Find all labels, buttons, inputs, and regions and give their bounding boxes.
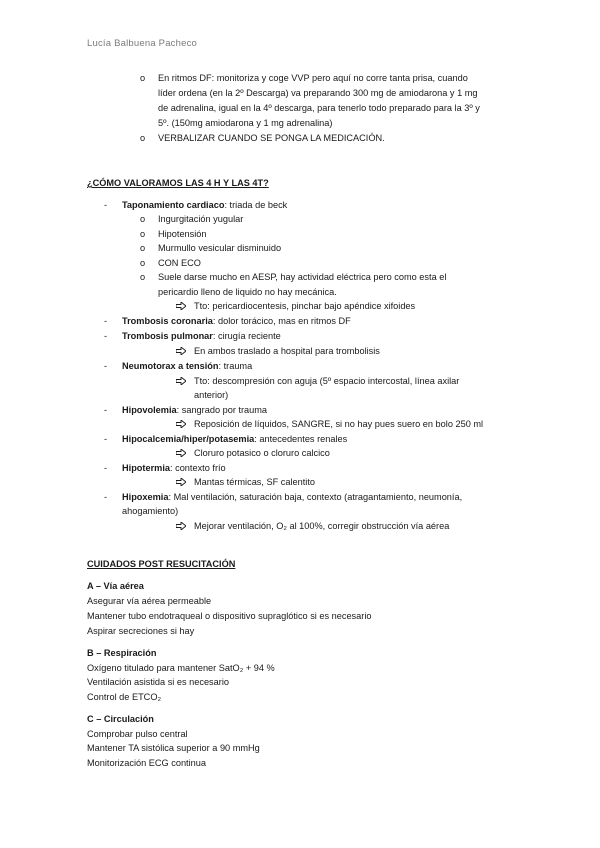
- arrow-text: Reposición de líquidos, SANGRE, si no hay pues suero en bolo 250 ml: [194, 419, 484, 429]
- page-header-author: Lucía Balbuena Pacheco: [87, 38, 198, 49]
- dash-bullet: -: [104, 361, 108, 371]
- care-line: Asegurar vía aérea permeable: [87, 596, 212, 606]
- item-trombosis-pulmonar: Trombosis pulmonar: cirugía reciente: [122, 331, 281, 341]
- arrow-icon: [176, 519, 186, 530]
- dash-bullet: -: [104, 200, 108, 210]
- bullet-o: o: [140, 243, 146, 253]
- arrow-icon: [176, 475, 186, 486]
- care-line: Oxígeno titulado para mantener SatO₂ + 94 %: [87, 663, 275, 673]
- sub-item: CON ECO: [158, 258, 201, 268]
- arrow-text: anterior): [194, 390, 229, 400]
- care-line: Comprobar pulso central: [87, 729, 188, 739]
- item-hipocalcemia: Hipocalcemia/hiper/potasemia: antecedentes renales: [122, 434, 348, 444]
- item-hipoxemia-cont: ahogamiento): [122, 506, 179, 516]
- item-hipotermia: Hipotermia: contexto frío: [122, 463, 226, 473]
- section-title-post-resucitacion: CUIDADOS POST RESUCITACIÓN: [87, 559, 236, 569]
- arrow-icon: [176, 417, 186, 428]
- dash-bullet: -: [104, 405, 108, 415]
- bullet-o: o: [140, 229, 146, 239]
- care-line: Aspirar secreciones si hay: [87, 626, 195, 636]
- item-trombosis-coronaria: Trombosis coronaria: dolor torácico, mas en ritmos DF: [122, 316, 351, 326]
- intro-line: En ritmos DF: monitoriza y coge VVP pero aquí no corre tanta prisa, cuando: [158, 73, 468, 83]
- sub-item: Ingurgitación yugular: [158, 214, 244, 224]
- care-line: Monitorización ECG continua: [87, 758, 206, 768]
- arrow-icon: [176, 344, 186, 355]
- bullet-o: o: [140, 272, 146, 282]
- care-line: Control de ETCO₂: [87, 692, 162, 702]
- intro-line: líder ordena (en la 2º Descarga) va preparando 300 mg de amiodarona y 1 mg: [158, 88, 478, 98]
- dash-bullet: -: [104, 316, 108, 326]
- dash-bullet: -: [104, 434, 108, 444]
- dash-bullet: -: [104, 492, 108, 502]
- dash-bullet: -: [104, 331, 108, 341]
- arrow-icon: [176, 446, 186, 457]
- intro-line: de adrenalina, igual en la 4º descarga, para tenerlo todo preparado para la 3º y: [158, 103, 480, 113]
- care-line: Ventilación asistida si es necesario: [87, 677, 229, 687]
- care-line: Mantener tubo endotraqueal o dispositivo supraglótico si es necesario: [87, 611, 372, 621]
- item-hipoxemia: Hipoxemia: Mal ventilación, saturación baja, contexto (atragantamiento, neumonía,: [122, 492, 463, 502]
- arrow-text: Mantas térmicas, SF calentito: [194, 477, 316, 487]
- sub-item: Suele darse mucho en AESP, hay actividad eléctrica pero como esta el: [158, 272, 447, 282]
- arrow-icon: [176, 299, 186, 310]
- item-taponamiento: Taponamiento cardiaco: triada de beck: [122, 200, 288, 210]
- bullet-o: o: [140, 214, 146, 224]
- sub-item: Hipotensión: [158, 229, 207, 239]
- care-line: Mantener TA sistólica superior a 90 mmHg: [87, 743, 260, 753]
- section-title-4h4t: ¿CÓMO VALORAMOS LAS 4 H Y LAS 4T?: [87, 178, 269, 188]
- bullet-o: o: [140, 73, 146, 83]
- item-hipovolemia: Hipovolemia: sangrado por trauma: [122, 405, 268, 415]
- bullet-o: o: [140, 258, 146, 268]
- arrow-text: Cloruro potasico o cloruro calcico: [194, 448, 330, 458]
- sub-item: pericardio lleno de liquido no hay mecánica.: [158, 287, 337, 297]
- intro-line: 5º. (150mg amiodarona y 1 mg adrenalina): [158, 118, 333, 128]
- dash-bullet: -: [104, 463, 108, 473]
- arrow-text: En ambos traslado a hospital para trombolisis: [194, 346, 380, 356]
- bullet-o: o: [140, 133, 146, 143]
- arrow-text: Tto: descompresión con aguja (5º espacio intercostal, línea axilar: [194, 376, 460, 386]
- arrow-icon: [176, 374, 186, 385]
- arrow-text: Tto: pericardiocentesis, pinchar bajo apéndice xifoides: [194, 301, 416, 311]
- heading-b: B – Respiración: [87, 648, 157, 658]
- sub-item: Murmullo vesicular disminuido: [158, 243, 282, 253]
- intro-line: VERBALIZAR CUANDO SE PONGA LA MEDICACIÓN.: [158, 133, 385, 143]
- arrow-text: Mejorar ventilación, O₂ al 100%, corregir obstrucción vía aérea: [194, 521, 450, 531]
- heading-a: A – Vía aérea: [87, 581, 144, 591]
- item-neumotorax: Neumotorax a tensión: trauma: [122, 361, 253, 371]
- heading-c: C – Circulación: [87, 714, 154, 724]
